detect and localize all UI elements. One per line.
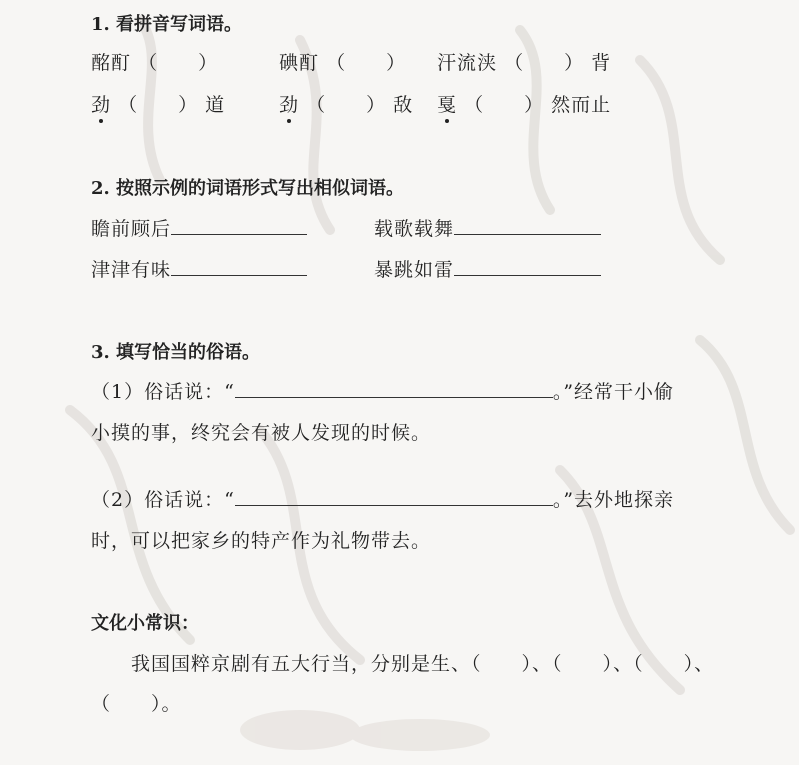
culture-sep-2: 、	[613, 653, 634, 675]
word-dianding: 碘酊	[279, 52, 320, 74]
culture-line1-text: 我国国粹京剧有五大行当，分别是生、	[131, 653, 472, 675]
section1-title: 1. 看拼音写词语。	[91, 14, 243, 35]
answer-paren-2[interactable]: （ ）	[326, 52, 407, 74]
example-baotiaorulei: 暴跳如雷	[374, 259, 455, 281]
culture-end: 。	[161, 693, 182, 715]
culture-paren-3[interactable]: （ ）	[633, 653, 695, 675]
q2-answer-line[interactable]	[235, 487, 553, 506]
answer-paren-6[interactable]: （ ）	[464, 94, 545, 116]
example-zhanqiangu: 瞻前顾后	[91, 218, 172, 240]
q2-after: 。”去外地探亲	[552, 489, 675, 511]
word-mingding: 酩酊	[91, 52, 132, 74]
q1-answer-line[interactable]	[235, 379, 553, 398]
section3-q1	[91, 377, 674, 404]
answer-line-4[interactable]	[454, 257, 601, 276]
culture-paren-4[interactable]: （ ）	[91, 693, 162, 715]
section2-example-4	[374, 255, 601, 282]
section2-example-1	[91, 214, 307, 241]
word-dao: 道	[205, 94, 226, 116]
section1-row2-a	[91, 90, 225, 117]
example-zaigezaiwu: 载歌载舞	[374, 218, 455, 240]
section1-row1-b	[279, 48, 406, 75]
culture-line1	[131, 649, 714, 676]
answer-line-1[interactable]	[171, 216, 307, 235]
answer-paren-4[interactable]: （ ）	[118, 94, 199, 116]
culture-paren-1[interactable]: （ ）	[471, 653, 533, 675]
answer-paren-5[interactable]: （ ）	[306, 94, 387, 116]
section1-row2-c	[437, 90, 611, 117]
word-hanliujia: 汗流浃	[437, 52, 498, 74]
word-di: 敌	[393, 94, 414, 116]
example-jinjinyouwei: 津津有味	[91, 259, 172, 281]
culture-sep-3: 、	[694, 653, 715, 675]
word-bei: 背	[591, 52, 612, 74]
section1-row1-c	[437, 48, 611, 75]
word-jin-1: 劲	[91, 90, 111, 117]
word-jin-2: 劲	[279, 90, 299, 117]
answer-line-2[interactable]	[454, 216, 601, 235]
answer-line-3[interactable]	[171, 257, 307, 276]
section1-row2-b	[279, 90, 413, 117]
culture-sep-1: 、	[532, 653, 553, 675]
q2-lead: （2）俗话说：“	[91, 489, 235, 511]
section2-example-3	[91, 255, 307, 282]
word-ranerzhi: 然而止	[551, 94, 612, 116]
culture-title: 文化小常识：	[91, 613, 199, 634]
answer-paren-3[interactable]: （ ）	[504, 52, 585, 74]
culture-paren-2[interactable]: （ ）	[552, 653, 614, 675]
word-jia: 戛	[437, 90, 457, 117]
answer-paren-1[interactable]: （ ）	[138, 52, 219, 74]
section3-title: 3. 填写恰当的俗语。	[91, 342, 261, 363]
section2-title: 2. 按照示例的词语形式写出相似词语。	[91, 178, 405, 199]
section3-q2	[91, 485, 674, 512]
section2-example-2	[374, 214, 601, 241]
section3-q1-line2: 小摸的事，终究会有被人发现的时候。	[91, 422, 432, 444]
q1-after: 。”经常干小偷	[552, 381, 675, 403]
q1-lead: （1）俗话说：“	[91, 381, 235, 403]
section1-row1-a	[91, 48, 218, 75]
culture-line2	[91, 689, 182, 716]
section3-q2-line2: 时，可以把家乡的特产作为礼物带去。	[91, 530, 432, 552]
